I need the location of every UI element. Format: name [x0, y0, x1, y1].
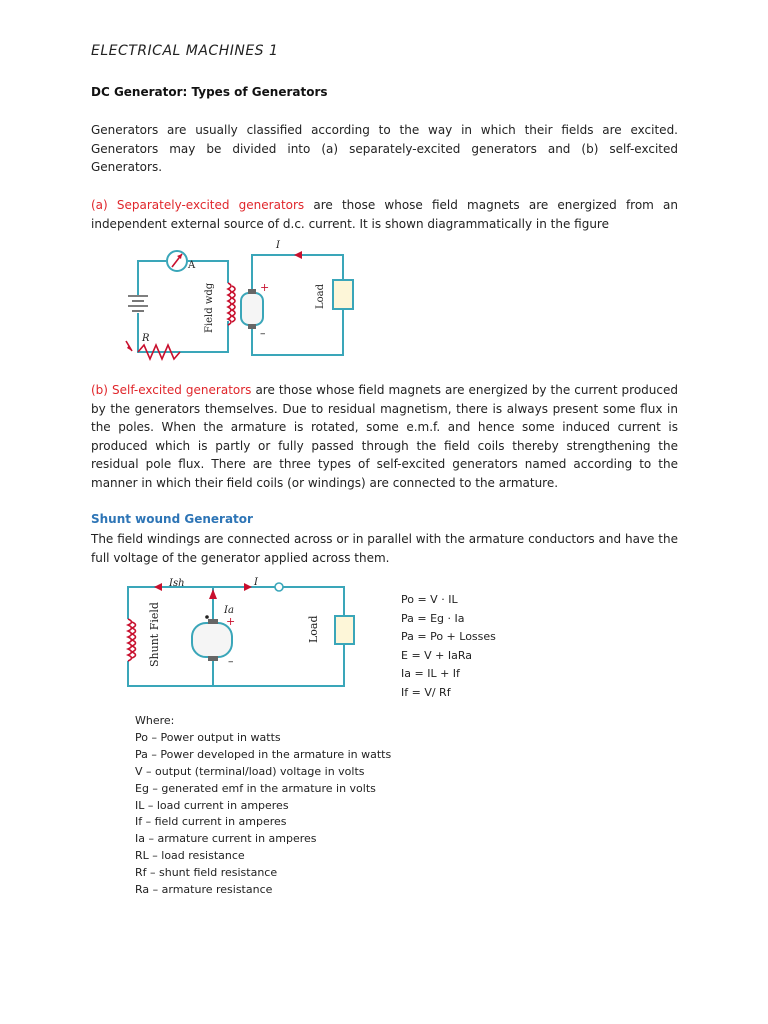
formula-item: If = V/ Rf [401, 685, 451, 699]
self-excited-paragraph [91, 381, 678, 492]
separately-excited-term: (a) Separately-excited generators [91, 198, 305, 212]
load-label-2: Load [307, 615, 320, 643]
ish-label: Ish [169, 578, 185, 589]
armature-minus: – [260, 327, 266, 340]
shunt-generator-circuit-diagram [116, 575, 362, 695]
load-label: Load [315, 283, 326, 309]
rheostat-label: R [142, 333, 150, 344]
current-label: I [276, 240, 280, 251]
armature-plus: + [260, 281, 270, 294]
i-label: I [254, 577, 258, 588]
separately-excited-circuit-diagram [118, 237, 358, 363]
where-list [135, 713, 391, 899]
where-label: Where: [135, 714, 175, 727]
ia-label: Ia [224, 605, 234, 616]
separately-excited-paragraph [91, 196, 678, 233]
where-item: If – field current in amperes [135, 815, 287, 829]
where-item: RL – load resistance [135, 849, 245, 863]
where-item: Ia – armature current in amperes [135, 832, 317, 846]
ammeter-label: A [188, 260, 196, 271]
where-item: Pa – Power developed in the armature in watts [135, 747, 392, 761]
formula-item: Pa = Eg · Ia [401, 611, 465, 625]
section-title: DC Generator: Types of Generators [91, 85, 328, 99]
armature-minus-2: – [228, 655, 234, 668]
page-header: ELECTRICAL MACHINES 1 [91, 43, 279, 59]
field-winding-label: Field wdg [204, 282, 215, 333]
separately-excited-text: are those whose field magnets are energized from an independent external source of d.c. current. It is shown diagrammatically in the figure [91, 198, 679, 231]
where-item: Po – Power output in watts [135, 730, 281, 744]
where-item: V – output (terminal/load) voltage in volts [135, 764, 365, 778]
shunt-field-label: Shunt Field [148, 602, 161, 667]
where-item: Ra – armature resistance [135, 883, 273, 897]
where-item: IL – load current in amperes [135, 798, 289, 812]
formula-item: Po = V · IL [401, 593, 458, 606]
shunt-paragraph: The field windings are connected across or in parallel with the armature conductors and have the full voltage of the generator applied across them. [91, 532, 678, 565]
self-excited-term: (b) Self-excited generators [91, 383, 252, 397]
where-item: Rf – shunt field resistance [135, 866, 278, 880]
self-excited-text: are those whose field magnets are energized by the current produced by the generators themselves. Due to residual magnetism, there is always present some flux in the poles. When the armature is rotated, some e.m.f. and hence some induced current is produced which is partly or fully passed through the field coils thereby strengthening the residual pole flux. There are three types of self-excited generators named according to the manner in which their field coils (or windings) are connected to the armature. [91, 383, 678, 490]
intro-paragraph: Generators are usually classified according to the way in which their fields are excited. Generators may be divided into (a) separately-excited generators and (b) self-excited Generators. [91, 123, 678, 174]
where-item: Eg – generated emf in the armature in volts [135, 781, 376, 795]
formula-list [401, 591, 496, 703]
armature-plus-2: + [226, 615, 236, 628]
formula-item: Pa = Po + Losses [401, 630, 496, 644]
shunt-heading: Shunt wound Generator [91, 512, 253, 526]
formula-item: Ia = IL + If [401, 667, 460, 681]
formula-item: E = V + IaRa [401, 648, 473, 662]
